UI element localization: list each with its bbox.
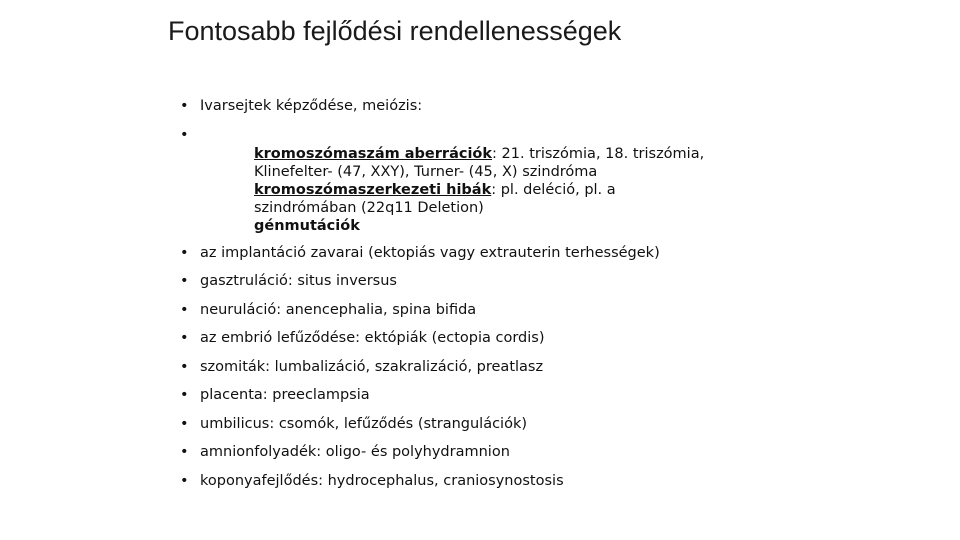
bullet-icon: •: [180, 273, 189, 289]
list-item: [180, 471, 740, 491]
list-item: [180, 300, 740, 320]
bullet-icon: •: [180, 387, 189, 403]
sub-item-gene-mutations: [254, 217, 714, 235]
bullet-icon: •: [180, 444, 189, 460]
sub-item-label: kromoszómaszám aberrációk: [254, 145, 493, 162]
list-item-text: koponyafejlődés: hydrocephalus, craniosynostosis: [200, 472, 564, 489]
list-item-text: gasztruláció: situs inversus: [200, 273, 397, 289]
bullet-icon: •: [180, 301, 189, 318]
list-item: [180, 442, 740, 462]
sub-item-text: : pl. deléció, pl. a szindrómában (22q11 Deletion): [254, 181, 616, 216]
list-item-text: az implantáció zavarai (ektopiás vagy extrauterin terhességek): [200, 244, 660, 261]
bullet-icon: •: [180, 415, 189, 432]
list-item-text: szomiták: lumbalizáció, szakralizáció, preatlasz: [200, 358, 544, 375]
sub-item-label: génmutációk: [254, 217, 360, 234]
sub-item-label: kromoszómaszerkezeti hibák: [254, 181, 492, 198]
list-item: [180, 414, 740, 434]
bullet-list: [180, 96, 740, 499]
list-item: [180, 357, 740, 377]
bullet-icon: •: [180, 330, 189, 346]
bullet-icon: •: [180, 98, 189, 114]
sub-item-text: : 21. triszómia, 18. triszómia, Klinefelter- (47, XXY), Turner- (45, X) szindróma: [254, 145, 705, 180]
sub-item-chromosome-structure: [254, 181, 714, 217]
list-item-text: umbilicus: csomók, lefűződés (strangulációk): [200, 415, 528, 432]
list-item-text: Ivarsejtek képződése, meiózis:: [200, 98, 423, 114]
list-item: [180, 243, 740, 263]
bullet-icon: •: [180, 358, 189, 375]
bullet-icon: •: [180, 244, 189, 261]
list-item: [180, 96, 740, 116]
list-item-text: placenta: preeclampsia: [200, 387, 370, 403]
list-item: [180, 271, 740, 291]
list-item-text: az embrió lefűződése: ektópiák (ectopia cordis): [200, 330, 545, 346]
list-item: [180, 385, 740, 405]
slide-title: Fontosabb fejlődési rendellenességek: [168, 16, 622, 46]
list-item: [180, 328, 740, 348]
bullet-icon: •: [180, 126, 189, 143]
list-item-text: neuruláció: anencephalia, spina bifida: [200, 301, 477, 318]
sub-item-chromosome-number: [254, 145, 714, 181]
list-item-text: amnionfolyadék: oligo- és polyhydramnion: [200, 444, 510, 460]
list-item: [180, 125, 740, 145]
bullet-icon: •: [180, 472, 189, 489]
sub-list: [254, 145, 714, 235]
